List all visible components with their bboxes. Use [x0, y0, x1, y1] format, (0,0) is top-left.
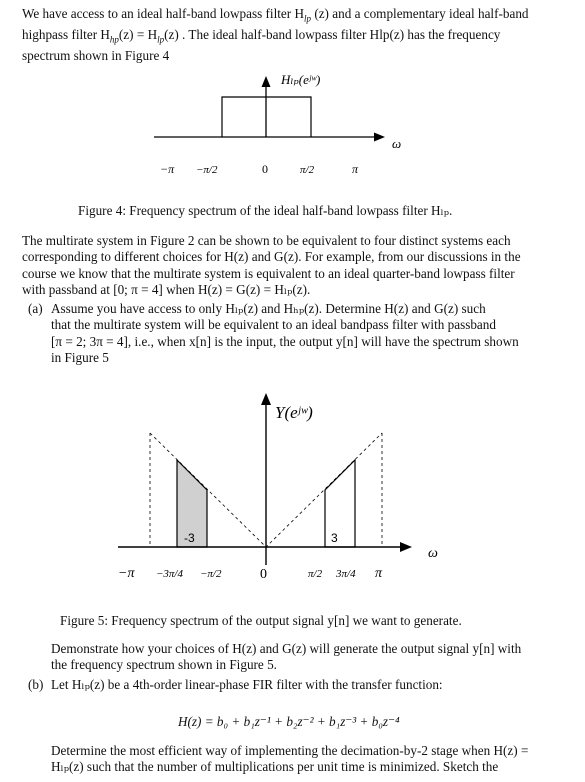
fig5-tick-neg-pi: −π	[118, 566, 135, 581]
figure-4	[0, 60, 585, 200]
part-b-text: Determine the most efficient way of implementing the decimation-by-2 stage when H(z) = Hₗₚ(z) such that the number of multiplications per unit time is minimized. Sketch the	[51, 743, 529, 775]
fig4-xlabel: ω	[392, 136, 402, 151]
part-b-label: (b)	[28, 677, 44, 692]
fig5-right-band	[325, 460, 355, 547]
intro-line-2: highpass filter $H_{hp}(z) = H_{lp}(z)$ . The ideal half-band lowpass filter Hlp(z) has the frequency	[22, 27, 501, 45]
intro-paragraph	[22, 6, 564, 65]
fig4-tick-zero: 0	[262, 162, 268, 176]
figure-5	[0, 385, 585, 590]
intro-line-1: We have access to an ideal half-band lowpass filter $H_{lp}$ (z) and a complementary ideal half-band	[22, 6, 529, 24]
fig5-caption: Figure 5: Frequency spectrum of the output signal y[n] we want to generate.	[60, 613, 462, 628]
fig5-ylabel: Y(eʲʷ)	[275, 403, 313, 422]
fig5-tick-pi: π	[375, 566, 383, 581]
fig5-xlabel: ω	[428, 546, 438, 561]
fig4-caption: Figure 4: Frequency spectrum of the ideal half-band lowpass filter Hₗₚ.	[78, 203, 453, 218]
fig5-tick-pi2: π/2	[308, 568, 323, 580]
fig4-ylabel: Hₗₚ(eʲʷ)	[281, 72, 321, 87]
part-b-line-1: Let Hₗₚ(z) be a 4th-order linear-phase FIR filter with the transfer function:	[51, 677, 443, 692]
fig4-y-arrow-icon	[262, 76, 271, 87]
part-a-label: (a)	[28, 301, 43, 316]
intro-line-3: spectrum shown in Figure 4	[22, 48, 170, 64]
fig5-right-band-label: 3	[331, 531, 338, 545]
part-b-equation: H(z) = b₀ + b₁z⁻¹ + b₂z⁻² + b₁z⁻³ + b₀z⁻⁴	[178, 714, 400, 729]
fig5-tick-3pi4: 3π/4	[336, 568, 356, 580]
fig4-tick-pi-half: π/2	[300, 164, 315, 176]
fig4-tick-neg-pi-half: −π/2	[196, 164, 218, 176]
paragraph-2: The multirate system in Figure 2 can be shown to be equivalent to four distinct systems each corresponding to different choices for H(z) and G(z). For example, from our discussions in the course we know that the multirate system is equivalent to an ideal quarter-band lowpass filter with passband at [0; π = 4] when H(z) = G(z) = Hₗₚ(z).	[22, 233, 521, 298]
fig5-left-band-label: -3	[184, 531, 195, 545]
demonstrate-paragraph: Demonstrate how your choices of H(z) and G(z) will generate the output signal y[n] with the frequency spectrum shown in Figure 5.	[51, 641, 522, 673]
fig5-tick-neg-3pi4: −3π/4	[156, 568, 183, 580]
fig4-tick-neg-pi: −π	[160, 162, 175, 176]
fig4-x-arrow-icon	[374, 133, 385, 142]
fig4-tick-pi: π	[352, 162, 359, 176]
part-a-text: Assume you have access to only Hₗₚ(z) and Hₕₚ(z). Determine H(z) and G(z) such that the multirate system will be equivalent to an ideal bandpass filter with passband [π = 2; 3π = 4], i.e., when x[n] is the input, the output y[n] will have the spectrum shown in Figure 5	[51, 301, 519, 366]
fig5-tick-zero: 0	[260, 567, 267, 582]
fig5-x-arrow-icon	[400, 542, 412, 552]
fig5-tick-neg-pi2: −π/2	[200, 568, 222, 580]
fig5-y-arrow-icon	[261, 393, 271, 405]
